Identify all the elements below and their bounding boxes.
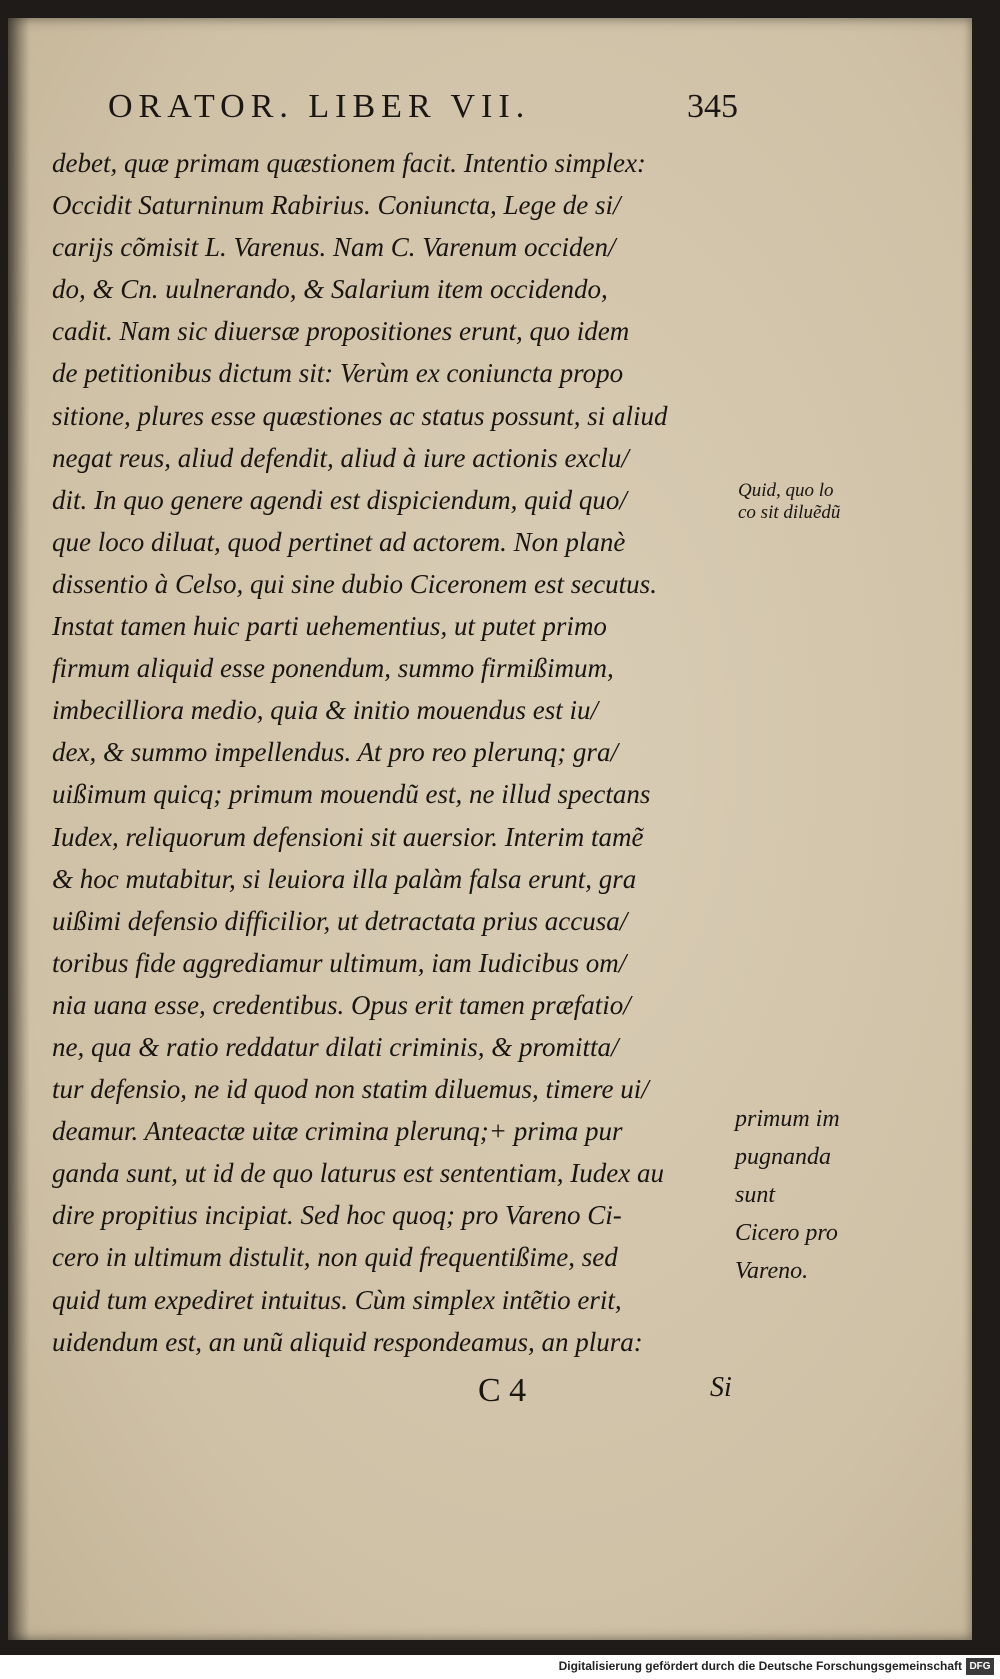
text-line: Instat tamen huic parti uehementius, ut putet primo xyxy=(52,611,607,642)
text-line: uißimum quicq; primum mouendũ est, ne illud spectans xyxy=(52,779,651,810)
text-line: debet, quæ primam quæstionem facit. Intentio simplex: xyxy=(52,148,646,178)
margin-note-line: co sit diluẽdũ xyxy=(738,502,841,523)
page-number: 345 xyxy=(687,88,738,125)
text-line: toribus fide aggrediamur ultimum, iam Iudicibus om/ xyxy=(52,947,627,978)
text-line: & hoc mutabitur, si leuiora illa palàm falsa erunt, gra xyxy=(52,863,637,894)
text-line: ne, qua & ratio reddatur dilati criminis, & promitta/ xyxy=(52,1031,619,1062)
text-line: imbecilliora medio, quia & initio mouendus est iu/ xyxy=(52,695,598,726)
text-line: uidendum est, an unũ aliquid respondeamus, an plura: xyxy=(52,1326,643,1357)
margin-note-line: sunt xyxy=(735,1182,776,1208)
text-line: que loco diluat, quod pertinet ad actorem. Non planè xyxy=(52,526,626,557)
body-text xyxy=(52,142,732,1363)
signature-mark: C 4 xyxy=(478,1372,527,1409)
text-line: cero in ultimum distulit, non quid frequentißime, sed xyxy=(52,1242,618,1273)
text-line: nia uana esse, credentibus. Opus erit tamen præfatio/ xyxy=(52,989,631,1020)
text-line: carijs cõmisit L. Varenus. Nam C. Varenum occiden/ xyxy=(52,232,616,263)
text-line: ganda sunt, ut id de quo laturus est sententiam, Iudex au xyxy=(52,1158,664,1189)
text-line: sitione, plures esse quæstiones ac status possunt, si aliud xyxy=(52,400,668,431)
text-line: do, & Cn. uulnerando, & Salarium item occidendo, xyxy=(52,274,608,305)
margin-note-line: pugnanda xyxy=(735,1144,831,1170)
text-line: tur defensio, ne id quod non statim diluemus, timere ui/ xyxy=(52,1074,649,1105)
margin-note-line: primum im xyxy=(735,1106,840,1132)
text-line: uißimi defensio difficilior, ut detractata prius accusa/ xyxy=(52,905,628,936)
text-line: dit. In quo genere agendi est dispiciendum, quid quo/ xyxy=(52,484,627,515)
margin-note-diluere xyxy=(738,480,840,524)
text-line: Iudex, reliquorum defensioni sit auersior. Interim tamẽ xyxy=(52,821,644,852)
footer-credit: Digitalisierung gefördert durch die Deutsche Forschungsgemeinschaft xyxy=(558,1659,962,1673)
margin-note-line: Vareno. xyxy=(735,1258,809,1284)
catchword: Si xyxy=(710,1372,732,1403)
spine-shadow xyxy=(8,18,30,1640)
running-head xyxy=(108,88,738,136)
text-line: de petitionibus dictum sit: Verùm ex coniuncta propo xyxy=(52,358,624,389)
dfg-logo: DFG xyxy=(966,1658,994,1675)
margin-note-line: Cicero pro xyxy=(735,1220,838,1246)
text-line: dissentio à Celso, qui sine dubio Ciceronem est secutus. xyxy=(52,568,657,599)
text-line: cadit. Nam sic diuersæ propositiones erunt, quo idem xyxy=(52,316,630,347)
margin-note-varenus xyxy=(735,1100,840,1290)
text-line: dire propitius incipiat. Sed hoc quoq; pro Vareno Ci- xyxy=(52,1200,622,1231)
margin-note-line: Quid, quo lo xyxy=(738,480,834,501)
text-line: firmum aliquid esse ponendum, summo firmißimum, xyxy=(52,653,614,684)
text-line: deamur. Anteactæ uitæ crimina plerunq;+ prima pur xyxy=(52,1116,623,1147)
text-line: negat reus, aliud defendit, aliud à iure actionis exclu/ xyxy=(52,442,629,473)
footer-bar xyxy=(0,1655,1000,1679)
text-line: dex, & summo impellendus. At pro reo plerunq; gra/ xyxy=(52,737,618,768)
text-line: quid tum expediret intuitus. Cùm simplex intẽtio erit, xyxy=(52,1284,622,1315)
text-line: Occidit Saturninum Rabirius. Coniuncta, Lege de si/ xyxy=(52,190,621,221)
running-title: ORATOR. LIBER VII. xyxy=(108,88,531,125)
